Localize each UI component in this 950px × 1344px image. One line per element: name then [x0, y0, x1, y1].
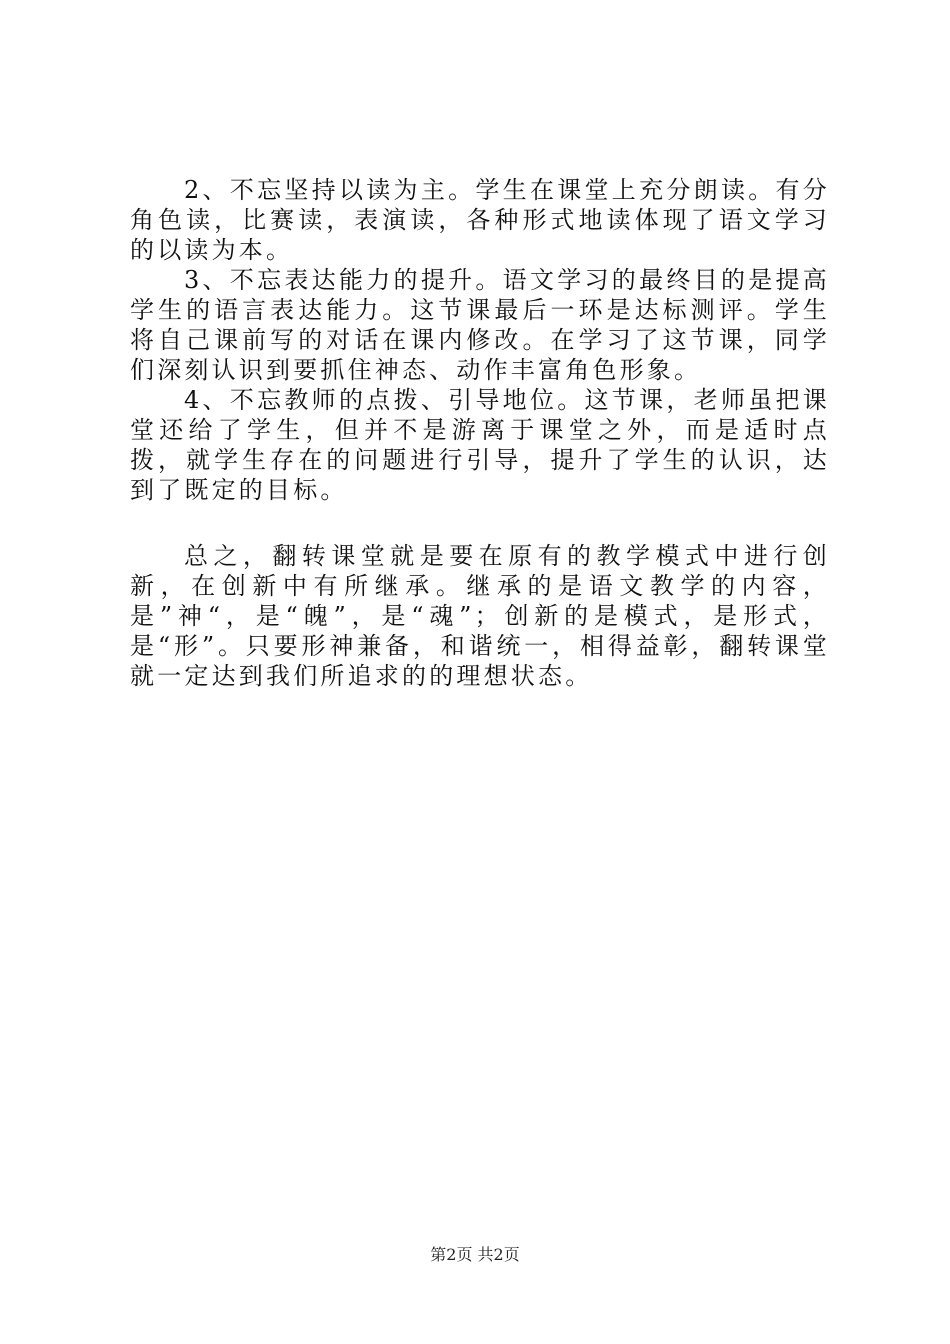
paragraph-summary: 总之，翻转课堂就是要在原有的教学模式中进行创新，在创新中有所继承。继承的是语文教学的内容，是”神“，是“魄”，是“魂”；创新的是模式，是形式，是“形”。只要形神兼备，和谐统一，相得益彰，翻转课堂就一定达到我们所追求的的理想状态。 — [130, 542, 830, 690]
page-number-footer: 第2页 共2页 — [430, 1245, 520, 1264]
paragraph-point-2: 2、不忘坚持以读为主。学生在课堂上充分朗读。有分角色读，比赛读，表演读，各种形式地读体现了语文学习的以读为本。 — [130, 176, 830, 264]
paragraph-point-4: 4、不忘教师的点拨、引导地位。这节课，老师虽把课堂还给了学生，但并不是游离于课堂之外，而是适时点拨，就学生存在的问题进行引导，提升了学生的认识，达到了既定的目标。 — [130, 386, 830, 504]
paragraph-point-3: 3、不忘表达能力的提升。语文学习的最终目的是提高学生的语言表达能力。这节课最后一环是达标测评。学生将自己课前写的对话在课内修改。在学习了这节课，同学们深刻认识到要抓住神态、动作丰富角色形象。 — [130, 266, 830, 384]
document-body — [130, 175, 830, 691]
